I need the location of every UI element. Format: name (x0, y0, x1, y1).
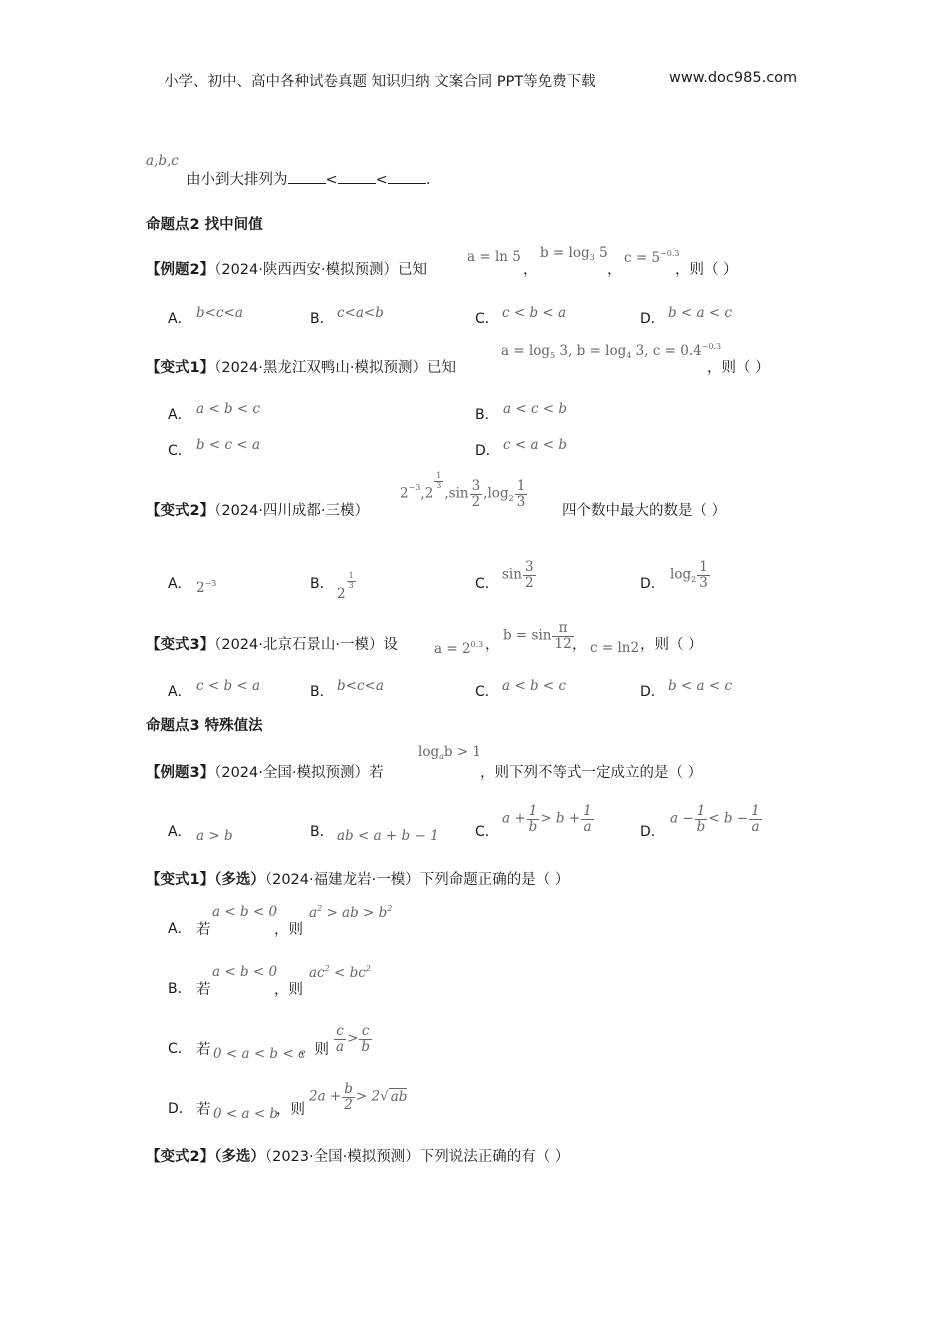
v4-option-b-if: 若 (196, 982, 211, 998)
v3-option-c-label[interactable]: C． (475, 684, 499, 700)
ex3-tail: ，则下列不等式一定成立的是（ ） (480, 765, 703, 781)
v4-option-d-then: ，则 (276, 1102, 305, 1118)
ex2-option-b-label[interactable]: B． (310, 311, 334, 327)
v4-option-c-then: ，则 (300, 1042, 329, 1058)
v2-tag: 【变式2】 (146, 503, 215, 519)
v2-option-b: 2 $\frac{1}{3}$ (337, 571, 354, 602)
blank-3[interactable] (388, 171, 426, 184)
ex3-question (146, 761, 383, 782)
ex2-option-b: c<a<b (337, 305, 384, 321)
v4-tag: 【变式1】 (146, 872, 215, 888)
v3-option-a-label[interactable]: A． (168, 684, 192, 700)
ex2-option-d-label[interactable]: D． (640, 311, 665, 327)
ex3-option-a-label[interactable]: A． (168, 824, 192, 840)
ex3-option-a: a > b (196, 828, 233, 844)
blank-2[interactable] (338, 171, 376, 184)
v4-option-a-then: ，则 (274, 922, 303, 938)
ex3-option-d: a − $\frac{1}{b}$ < b − $\frac{1}{a}$ (670, 803, 760, 835)
vars-abc: a,b,c (146, 153, 179, 169)
ex2-option-d: b < a < c (668, 305, 733, 321)
v3-comma-2: ， (572, 637, 587, 653)
v3-option-d-label[interactable]: D． (640, 684, 665, 700)
v3-option-c: a < b < c (502, 678, 567, 694)
section-heading-point3: 命题点3 特殊值法 (146, 718, 263, 734)
v1-option-d-label[interactable]: D． (475, 443, 500, 459)
v1-option-b: a < c < b (503, 401, 568, 417)
v3-question (146, 633, 398, 654)
v1-source: （2024·黑龙江双鸭山·模拟预测）已知 (214, 360, 456, 376)
v2-option-c: sin $\frac{3}{2}$ (502, 559, 534, 591)
v1-tail: ，则（ ） (707, 360, 770, 376)
v3-tail: ，则（ ） (640, 637, 703, 653)
v4-option-a-if: 若 (196, 922, 211, 938)
blank-1[interactable] (288, 171, 326, 184)
v4-option-a-cond: a < b < 0 (212, 904, 278, 920)
v4-option-b-result: $ac^2 < bc^2$ (309, 964, 371, 981)
v2-option-a: $2^{-3}$ (196, 579, 217, 596)
v3-c: c = ln2 (590, 640, 640, 656)
v3-b: b = sin $\frac{\pi}{12}$ (503, 620, 572, 652)
header-left: 小学、初中、高中各种试卷真题 知识归纳 文案合同 PPT等免费下载 (164, 74, 596, 90)
v2-option-a-label[interactable]: A． (168, 576, 192, 592)
ex2-comma-2: ， (607, 262, 622, 278)
q0-sep-2: < (375, 172, 388, 188)
v3-source: （2024·北京石景山·一模）设 (214, 637, 398, 653)
ex2-tail: ，则（ ） (675, 262, 738, 278)
ex2-source: （2024·陕西西安·模拟预测）已知 (214, 262, 427, 278)
v4-option-d-label[interactable]: D． (168, 1101, 193, 1117)
v2-source: （2024·四川成都·三模） (214, 503, 369, 519)
ex2-a: a = ln 5 (467, 249, 521, 265)
v2-option-c-label[interactable]: C． (475, 576, 499, 592)
ex2-comma-1: ， (523, 262, 538, 278)
v4-option-a-label[interactable]: A． (168, 921, 192, 937)
v4-option-c-label[interactable]: C． (168, 1041, 192, 1057)
v1-expression: $a = \log_5 3$, $b = \log_4 3$, $c = 0.4^{-0.3}$ (501, 342, 722, 360)
v3-option-d: b < a < c (668, 678, 733, 694)
ex2-option-a-label[interactable]: A． (168, 311, 192, 327)
v4-option-d-cond: 0 < a < b (213, 1106, 279, 1122)
v1-tag: 【变式1】 (146, 360, 215, 376)
ex2-tag: 【例题2】 (146, 262, 215, 278)
v1-option-b-label[interactable]: B． (475, 407, 499, 423)
v1-question (146, 356, 456, 377)
v5-tag: 【变式2】 (146, 1149, 215, 1165)
v1-option-a-label[interactable]: A． (168, 407, 192, 423)
header-url[interactable]: www.doc985.com (669, 70, 798, 86)
v4-option-a-result: $a^2$ > ab > $b^2$ (309, 904, 393, 921)
v4-option-d-result: 2a + $\frac{b}{2}$ > 2√ ab (309, 1081, 408, 1113)
v2-option-b-label[interactable]: B． (310, 576, 334, 592)
ex2-option-c-label[interactable]: C． (475, 311, 499, 327)
ex3-condition: $\log_ab > 1$ (418, 744, 481, 761)
q0-end: . (425, 172, 431, 188)
v4-option-c-result: $\frac{c}{a}$ > $\frac{c}{b}$ (336, 1023, 371, 1055)
ex3-option-b-label[interactable]: B． (310, 824, 334, 840)
v4-source: （2024·福建龙岩·一模）下列命题正确的是（ ） (264, 872, 570, 888)
v2-option-d: $\log_2$ $\frac{1}{3}$ (670, 559, 708, 591)
ex3-source: （2024·全国·模拟预测）若 (214, 765, 384, 781)
v3-option-b: b<c<a (337, 678, 384, 694)
v3-comma-1: ， (485, 637, 500, 653)
ex3-option-c: a + $\frac{1}{b}$ > b + $\frac{1}{a}$ (502, 803, 592, 835)
v1-option-c-label[interactable]: C． (168, 443, 192, 459)
ex3-option-d-label[interactable]: D． (640, 824, 665, 840)
ex2-b: $b = \log_3 5$ (540, 245, 608, 262)
v4-option-b-cond: a < b < 0 (212, 964, 278, 980)
ex3-option-b: ab < a + b − 1 (337, 828, 439, 844)
v4-question (146, 868, 569, 889)
ex2-c: $c = 5^{-0.3}$ (624, 249, 680, 266)
v1-option-d: c < a < b (503, 437, 568, 453)
v5-question (146, 1145, 569, 1166)
v2-expression: $2^{-3},2$ $\frac{1}{3}$ ,sin $\frac{3}{2}$ $,\log_2$ $\frac{1}{3}$ (400, 471, 526, 510)
section-heading-point2: 命题点2 找中间值 (146, 217, 263, 233)
v2-question (146, 499, 369, 520)
v5-source: （2023·全国·模拟预测）下列说法正确的有（ ） (264, 1149, 570, 1165)
v4-option-c-if: 若 (196, 1042, 211, 1058)
q0-text: 由小到大排列为 (186, 172, 288, 188)
v2-tail: 四个数中最大的数是（ ） (562, 503, 727, 519)
q0-sep-1: < (325, 172, 338, 188)
v4-option-b-then: ，则 (274, 982, 303, 998)
v1-option-a: a < b < c (196, 401, 261, 417)
v3-tag: 【变式3】 (146, 637, 215, 653)
v3-a: $a = 2^{0.3}$ (434, 640, 484, 657)
ex2-question (146, 258, 427, 279)
v3-option-a: c < b < a (196, 678, 261, 694)
v4-option-d-if: 若 (196, 1102, 211, 1118)
ex3-option-c-label[interactable]: C． (475, 824, 499, 840)
v1-option-c: b < c < a (196, 437, 261, 453)
v2-option-d-label[interactable]: D． (640, 576, 665, 592)
v4-option-c-cond: 0 < a < b < c (213, 1046, 306, 1062)
q0-line (186, 168, 430, 189)
v3-option-b-label[interactable]: B． (310, 684, 334, 700)
ex2-option-c: c < b < a (502, 305, 567, 321)
ex2-option-a: b<c<a (196, 305, 243, 321)
v5-multi: （多选） (214, 1149, 265, 1165)
ex3-tag: 【例题3】 (146, 765, 215, 781)
v4-multi: （多选） (214, 872, 265, 888)
v4-option-b-label[interactable]: B． (168, 981, 192, 997)
